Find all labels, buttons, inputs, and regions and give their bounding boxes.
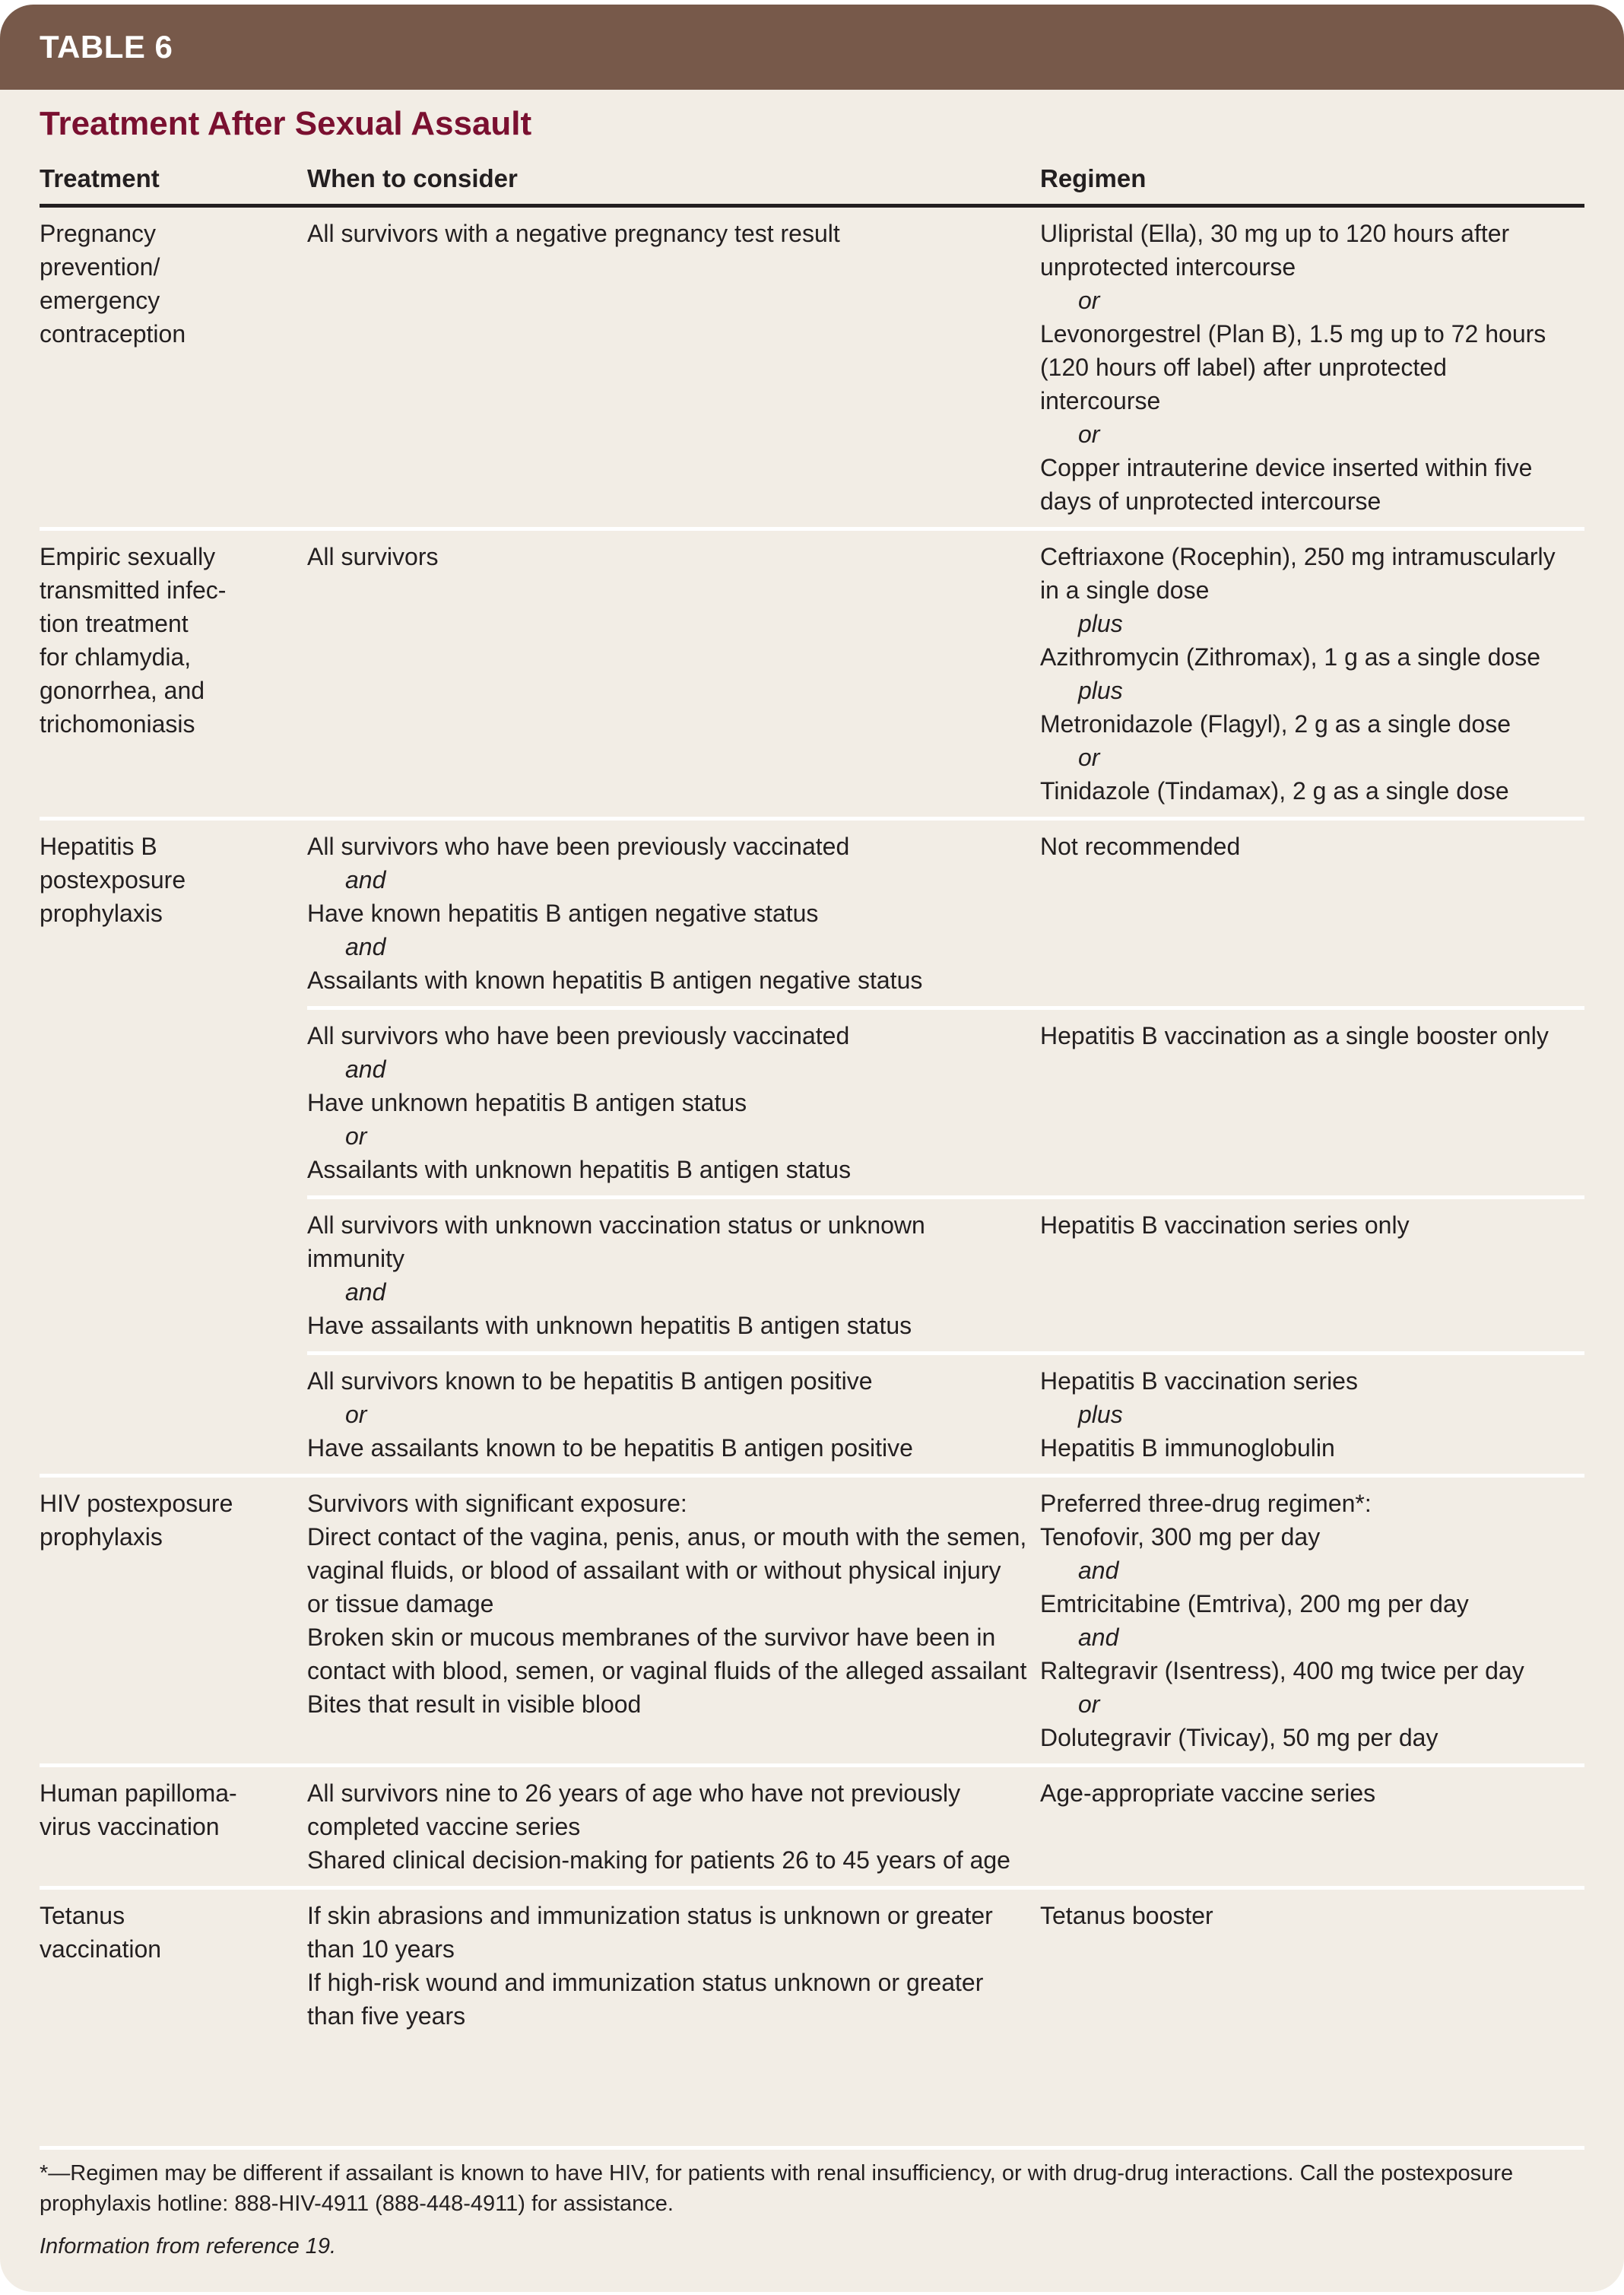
connector-word: or <box>345 1122 367 1150</box>
when-line: If high-risk wound and immunization status unknown or greater than five years <box>307 1969 984 2030</box>
treatment-line: virus vaccination <box>40 1813 220 1840</box>
when-line: If skin abrasions and immunization status is unknown or greater than 10 years <box>307 1902 993 1963</box>
regimen-line: Metronidazole (Flagyl), 2 g as a single dose <box>1040 710 1511 738</box>
regimen-line: Ceftriaxone (Rocephin), 250 mg intramuscularly in a single dose <box>1040 543 1556 604</box>
header-treatment: Treatment <box>40 157 307 206</box>
regimen-line: Hepatitis B vaccination series only <box>1040 1211 1410 1239</box>
treatment-line: gonorrhea, and <box>40 677 205 704</box>
treatment-cell <box>40 819 307 1476</box>
when-cell <box>307 206 1040 529</box>
table-row <box>40 1766 1584 1888</box>
when-line: Have known hepatitis B antigen negative status <box>307 900 819 927</box>
regimen-line: Preferred three-drug regimen*: <box>1040 1490 1372 1517</box>
regimen-line: Tenofovir, 300 mg per day <box>1040 1523 1321 1551</box>
table-card <box>0 5 1624 2292</box>
when-line: Have assailants known to be hepatitis B antigen positive <box>307 1434 913 1462</box>
divider <box>40 2146 1584 2150</box>
regimen-cell <box>1040 1476 1584 1766</box>
treatment-table <box>40 157 1584 2042</box>
regimen-line: Age-appropriate vaccine series <box>1040 1779 1376 1807</box>
regimen-line: Copper intrauterine device inserted within five days of unprotected intercourse <box>1040 454 1533 515</box>
regimen-line: Levonorgestrel (Plan B), 1.5 mg up to 72 hours (120 hours off label) after unprotected intercourse <box>1040 320 1546 414</box>
treatment-cell <box>40 206 307 529</box>
connector-word: plus <box>1078 610 1123 637</box>
when-line: All survivors who have been previously vaccinated <box>307 1022 850 1049</box>
when-line: Have assailants with unknown hepatitis B antigen status <box>307 1312 912 1339</box>
regimen-line: Hepatitis B immunoglobulin <box>1040 1434 1335 1462</box>
treatment-line: Hepatitis B <box>40 833 157 860</box>
regimen-line: Ulipristal (Ella), 30 mg up to 120 hours after unprotected intercourse <box>1040 220 1510 281</box>
connector-word: and <box>1078 1557 1119 1584</box>
when-cell <box>307 1476 1040 1766</box>
treatment-line: trichomoniasis <box>40 710 195 738</box>
table-row <box>40 1476 1584 1766</box>
regimen-cell <box>1040 1008 1584 1198</box>
header-row <box>40 157 1584 206</box>
treatment-line: contraception <box>40 320 186 348</box>
when-line: Assailants with unknown hepatitis B antigen status <box>307 1156 852 1183</box>
table-banner <box>0 5 1624 90</box>
when-line: Broken skin or mucous membranes of the survivor have been in contact with blood, semen, or vaginal fluids of the alleged assailant <box>307 1624 1027 1684</box>
table-row <box>40 206 1584 529</box>
table-row <box>40 819 1584 1008</box>
connector-word: and <box>345 1278 386 1306</box>
treatment-line: vaccination <box>40 1935 162 1963</box>
when-line: All survivors with a negative pregnancy test result <box>307 220 840 247</box>
when-cell <box>307 529 1040 819</box>
regimen-cell <box>1040 1766 1584 1888</box>
regimen-line: Hepatitis B vaccination series <box>1040 1367 1358 1395</box>
connector-word: and <box>345 1055 386 1083</box>
table-body <box>40 206 1584 2043</box>
source-note: Information from reference 19. <box>40 2234 337 2258</box>
treatment-line: transmitted infec- <box>40 576 227 604</box>
regimen-line: Hepatitis B vaccination as a single booster only <box>1040 1022 1549 1049</box>
regimen-cell <box>1040 1198 1584 1354</box>
when-line: Bites that result in visible blood <box>307 1690 642 1718</box>
when-line: All survivors with unknown vaccination status or unknown immunity <box>307 1211 925 1272</box>
when-cell <box>307 1888 1040 2043</box>
treatment-cell <box>40 1476 307 1766</box>
regimen-line: Tinidazole (Tindamax), 2 g as a single dose <box>1040 777 1509 805</box>
when-cell <box>307 1354 1040 1476</box>
footnote: *—Regimen may be different if assailant is known to have HIV, for patients with renal insufficiency, or with drug-drug interactions. Call the postexposure prophylaxis hotline: 888-HIV-4911 (888-448-4911) for assistance. <box>40 2161 1514 2216</box>
when-line: Assailants with known hepatitis B antigen negative status <box>307 967 923 994</box>
treatment-line: prophylaxis <box>40 1523 163 1551</box>
treatment-cell <box>40 529 307 819</box>
header-regimen: Regimen <box>1040 157 1584 206</box>
when-cell <box>307 1198 1040 1354</box>
treatment-line: prevention/ <box>40 253 160 281</box>
treatment-line: postexposure <box>40 866 186 894</box>
when-line: All survivors known to be hepatitis B antigen positive <box>307 1367 873 1395</box>
connector-word: plus <box>1078 677 1123 704</box>
regimen-cell <box>1040 1888 1584 2043</box>
regimen-line: Emtricitabine (Emtriva), 200 mg per day <box>1040 1590 1469 1617</box>
regimen-line: Tetanus booster <box>1040 1902 1213 1929</box>
connector-word: plus <box>1078 1401 1123 1428</box>
treatment-line: Empiric sexually <box>40 543 216 570</box>
when-line: Have unknown hepatitis B antigen status <box>307 1089 747 1116</box>
treatment-cell <box>40 1888 307 2043</box>
treatment-line: HIV postexposure <box>40 1490 233 1517</box>
treatment-cell <box>40 1766 307 1888</box>
table-title: Treatment After Sexual Assault <box>40 105 532 142</box>
when-cell <box>307 1008 1040 1198</box>
when-line: Direct contact of the vagina, penis, anus, or mouth with the semen, vaginal fluids, or blood of assailant with or without physical injury or tissue damage <box>307 1523 1027 1617</box>
treatment-line: Tetanus <box>40 1902 125 1929</box>
connector-word: or <box>345 1401 367 1428</box>
connector-word: or <box>1078 1690 1100 1718</box>
when-cell <box>307 1766 1040 1888</box>
regimen-line: Dolutegravir (Tivicay), 50 mg per day <box>1040 1724 1438 1751</box>
regimen-cell <box>1040 819 1584 1008</box>
when-line: All survivors nine to 26 years of age who have not previously completed vaccine series <box>307 1779 961 1840</box>
treatment-line: Human papilloma- <box>40 1779 237 1807</box>
treatment-line: for chlamydia, <box>40 643 192 671</box>
treatment-line: prophylaxis <box>40 900 163 927</box>
regimen-line: Azithromycin (Zithromax), 1 g as a single dose <box>1040 643 1541 671</box>
connector-word: and <box>345 866 386 894</box>
table-row <box>40 1888 1584 2043</box>
when-line: All survivors who have been previously vaccinated <box>307 833 850 860</box>
regimen-line: Not recommended <box>1040 833 1241 860</box>
connector-word: or <box>1078 421 1100 448</box>
treatment-line: tion treatment <box>40 610 189 637</box>
table-row <box>40 529 1584 819</box>
when-line: All survivors <box>307 543 439 570</box>
connector-word: and <box>345 933 386 960</box>
regimen-cell <box>1040 1354 1584 1476</box>
header-when: When to consider <box>307 157 1040 206</box>
regimen-cell <box>1040 206 1584 529</box>
treatment-line: Pregnancy <box>40 220 156 247</box>
regimen-cell <box>1040 529 1584 819</box>
regimen-line: Raltegravir (Isentress), 400 mg twice per day <box>1040 1657 1524 1684</box>
connector-word: or <box>1078 744 1100 771</box>
when-cell <box>307 819 1040 1008</box>
treatment-line: emergency <box>40 287 160 314</box>
connector-word: and <box>1078 1624 1119 1651</box>
table-number: TABLE 6 <box>40 29 173 65</box>
when-line: Survivors with significant exposure: <box>307 1490 687 1517</box>
connector-word: or <box>1078 287 1100 314</box>
when-line: Shared clinical decision-making for patients 26 to 45 years of age <box>307 1846 1010 1874</box>
